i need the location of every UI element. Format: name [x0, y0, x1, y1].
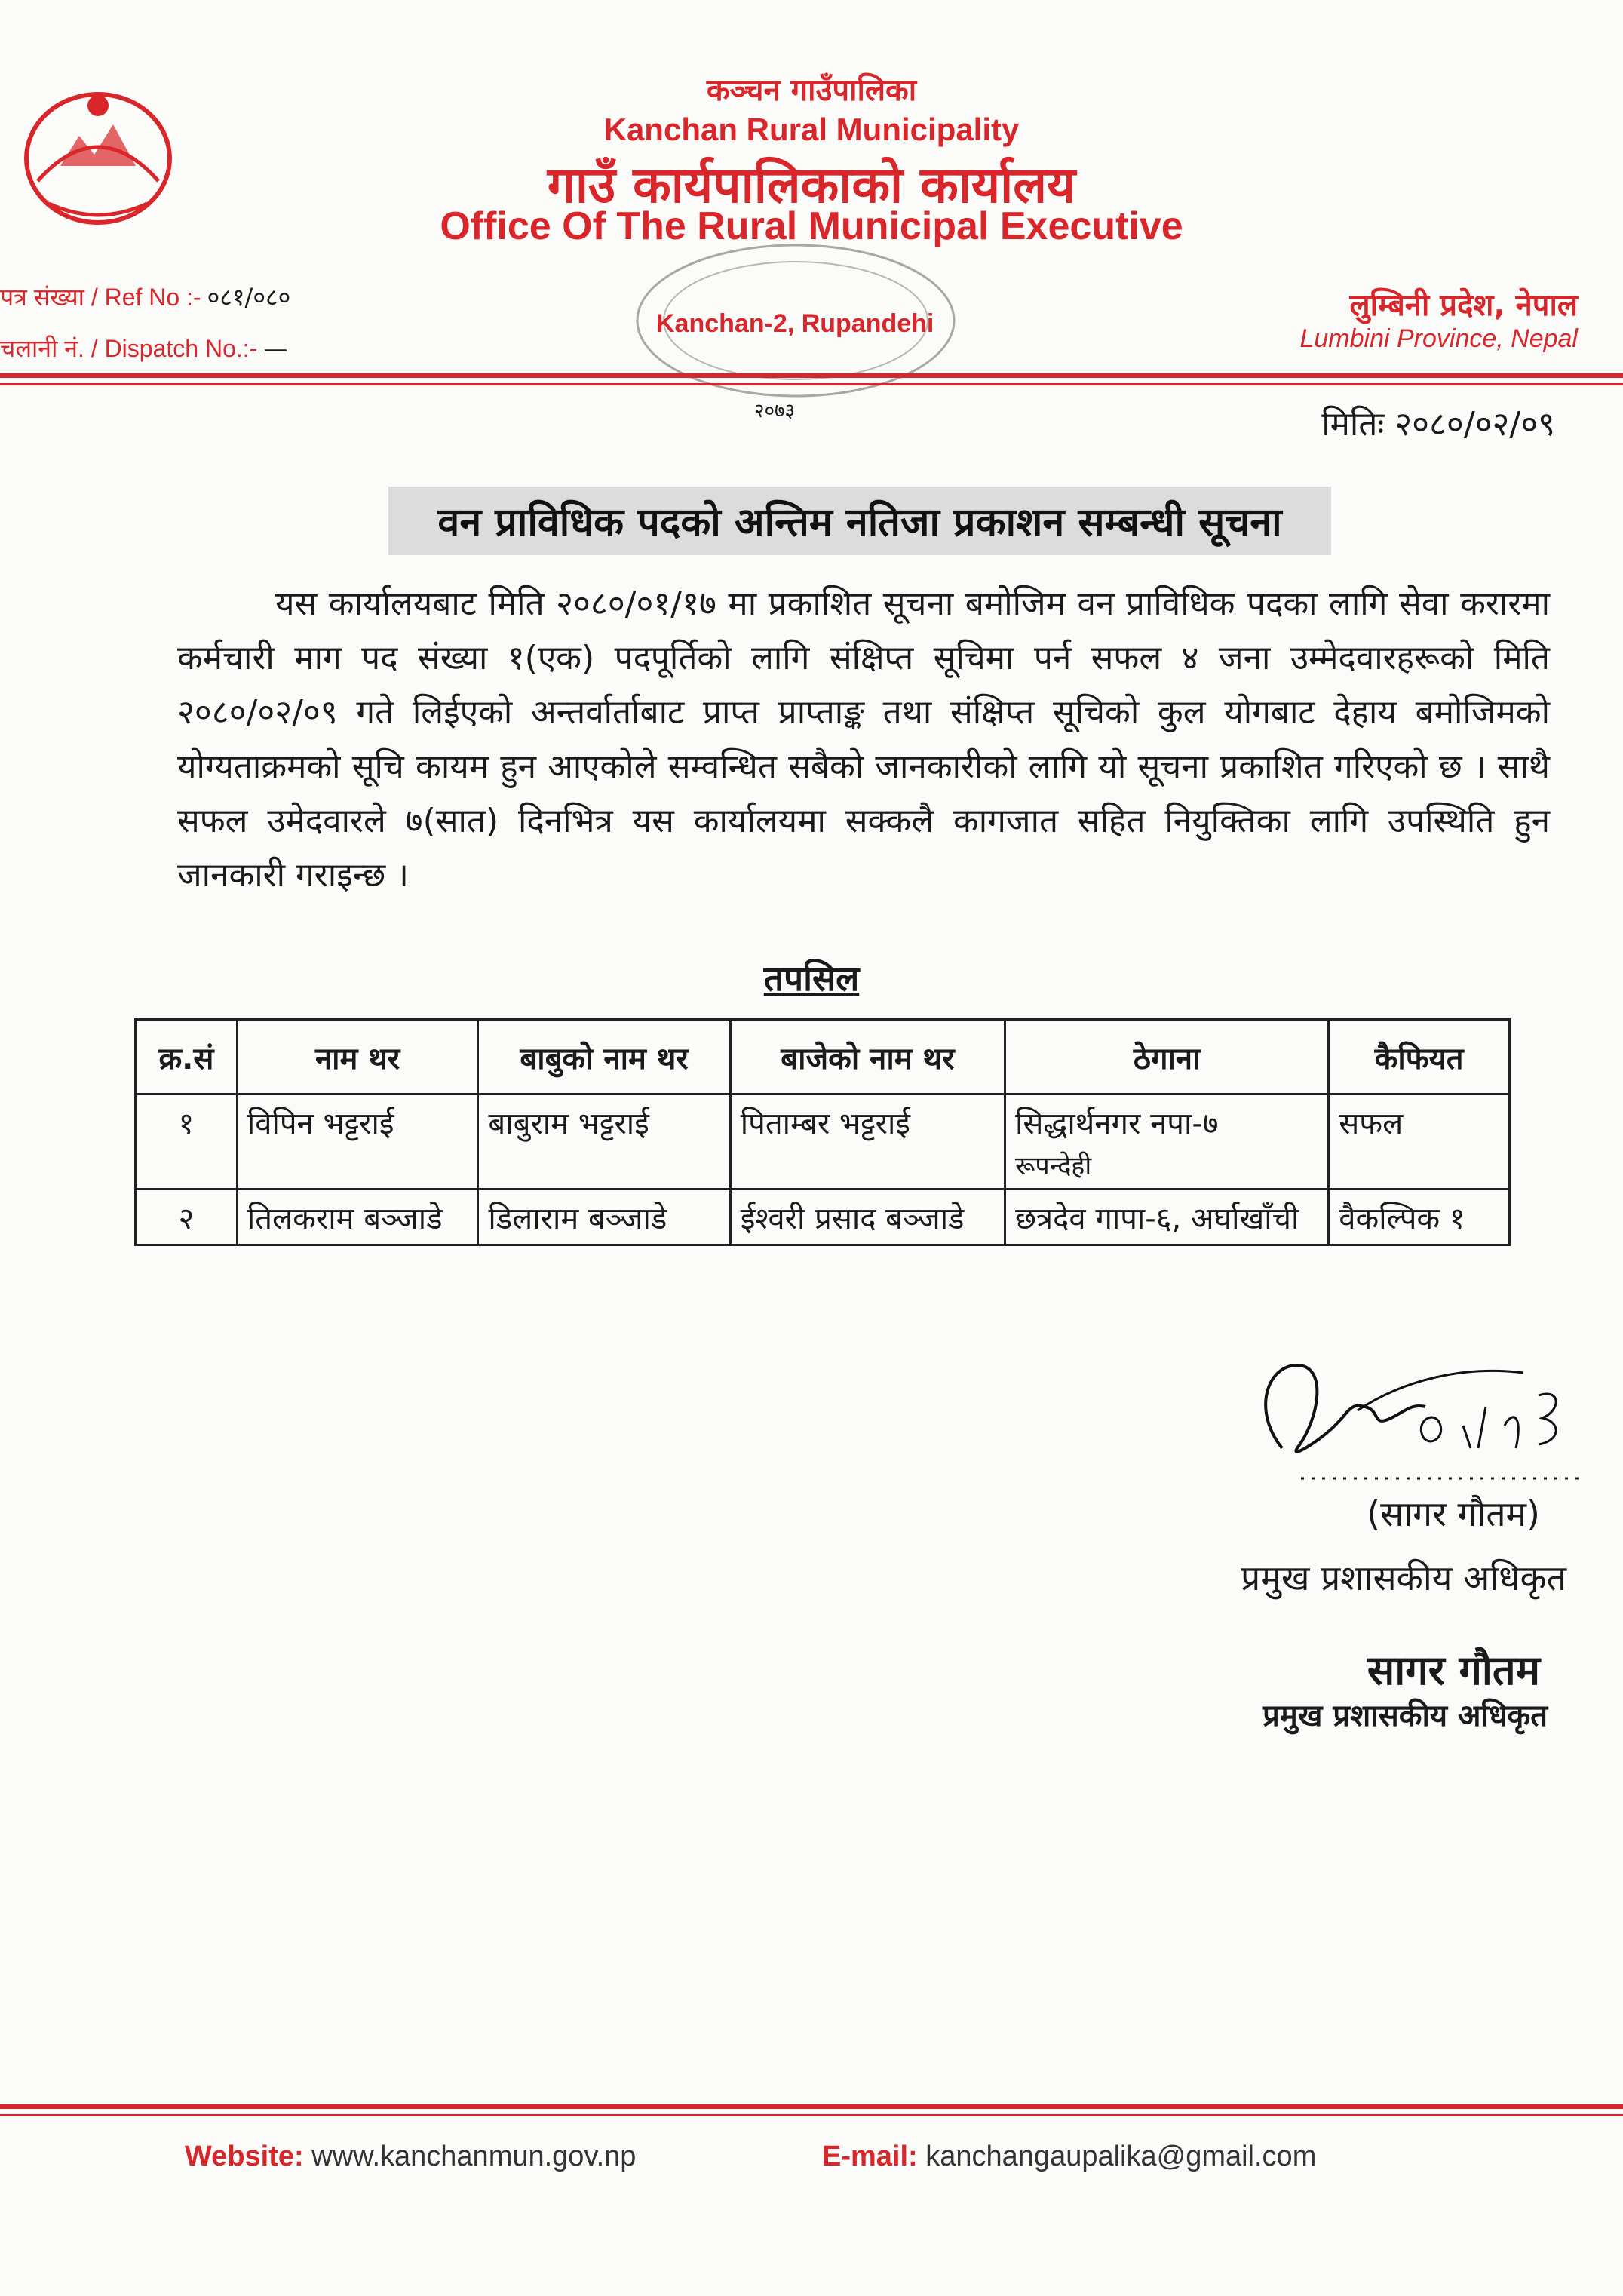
footer-divider-thin — [0, 2114, 1623, 2116]
notice-title: वन प्राविधिक पदको अन्तिम नतिजा प्रकाशन सम्बन्धी सूचना — [388, 487, 1331, 555]
ref-value: ०८१/०८० — [207, 283, 291, 312]
municipality-name-en: Kanchan Rural Municipality — [603, 112, 1020, 147]
municipality-name-np: कञ्चन गाउँपालिका — [706, 73, 917, 108]
schedule-heading: तपसिल — [763, 958, 860, 999]
province-en: Lumbini Province, Nepal — [1299, 324, 1578, 353]
col-header-remarks: कैफियत — [1329, 1020, 1510, 1094]
email-link[interactable]: kanchangaupalika@gmail.com — [925, 2141, 1317, 2172]
cell-address — [1005, 1094, 1329, 1189]
cell-father: डिलाराम बञ्जाडे — [478, 1189, 730, 1245]
table-row — [136, 1189, 1510, 1245]
cell-name: तिलकराम बञ्जाडे — [237, 1189, 478, 1245]
date-label: मितिः — [1321, 405, 1385, 444]
col-header-address: ठेगाना — [1005, 1020, 1329, 1094]
header-divider-thin — [0, 383, 1623, 385]
website-label: Website: — [185, 2141, 304, 2172]
signer-title: प्रमुख प्रशासकीय अधिकृत — [1241, 1558, 1566, 1598]
province-np: लुम्बिनी प्रदेश, नेपाल — [1349, 288, 1578, 323]
cell-father: बाबुराम भट्टराई — [478, 1094, 730, 1189]
issue-date — [1321, 400, 1555, 445]
office-name-en: Office Of The Rural Municipal Executive — [440, 204, 1183, 248]
col-header-name: नाम थर — [237, 1020, 478, 1094]
dispatch-number — [0, 332, 287, 364]
address-line: सिद्धार्थनगर नपा-७ — [1015, 1107, 1219, 1141]
office-name-np: गाउँ कार्यपालिकाको कार्यालय — [547, 156, 1076, 214]
table-header-row — [136, 1020, 1510, 1094]
stamp-title: प्रमुख प्रशासकीय अधिकृत — [1263, 1699, 1548, 1733]
notice-body: यस कार्यालयबाट मिति २०८०/०१/१७ मा प्रकाशित सूचना बमोजिम वन प्राविधिक पदका लागि सेवा करारमा कर्मचारी माग पद संख्या १(एक) पदपूर्तिको लागि संक्षिप्त सूचिमा पर्न सफल ४ जना उम्मेदवारहरूको मिति २०८०/०२/०९ गते लिईएको अन्तर्वार्ताबाट प्राप्त प्राप्ताङ्क तथा संक्षिप्त सूचिको कुल योगबाट देहाय बमोजिमको योग्यताक्रमको सूचि कायम हुन आएकोले सम्वन्धित सबैको जानकारीको लागि यो सूचना प्रकाशित गरिएको छ । साथै सफल उमेदवारले ७(सात) दिनभित्र यस कार्यालयमा सक्कलै कागजात सहित नियुक्तिका लागि उपस्थिति हुन जानकारी गराइन्छ । — [177, 585, 1550, 895]
ref-number — [0, 281, 290, 313]
signer-name: (सागर गौतम) — [1367, 1493, 1540, 1534]
footer-website — [185, 2141, 636, 2173]
established-year: २०७३ — [754, 400, 796, 422]
date-value: २०८०/०२/०९ — [1394, 405, 1555, 444]
address-district: रूपन्देही — [1015, 1151, 1092, 1181]
ref-label: पत्र संख्या / Ref No :- — [0, 284, 201, 311]
table-row — [136, 1094, 1510, 1189]
cell-grandfather: पिताम्बर भट्टराई — [730, 1094, 1005, 1189]
cell-remarks: वैकल्पिक १ — [1329, 1189, 1510, 1245]
stamp-name: सागर गौतम — [1367, 1647, 1540, 1694]
col-header-sn: क्र.सं — [136, 1020, 238, 1094]
cell-sn: २ — [136, 1189, 238, 1245]
dispatch-label: चलानी नं. / Dispatch No.:- — [0, 335, 258, 362]
col-header-grandfather: बाजेको नाम थर — [730, 1020, 1005, 1094]
dispatch-value: — — [263, 334, 288, 363]
office-location: Kanchan-2, Rupandehi — [656, 309, 934, 338]
cell-address: छत्रदेव गापा-६, अर्घाखाँची — [1005, 1189, 1329, 1245]
cell-sn: १ — [136, 1094, 238, 1189]
cell-grandfather: ईश्वरी प्रसाद बञ्जाडे — [730, 1189, 1005, 1245]
footer-email — [822, 2141, 1316, 2173]
header-divider — [0, 373, 1623, 378]
email-label: E-mail: — [822, 2141, 918, 2172]
cell-remarks: सफल — [1329, 1094, 1510, 1189]
col-header-father: बाबुको नाम थर — [478, 1020, 730, 1094]
website-link[interactable]: www.kanchanmun.gov.np — [311, 2141, 637, 2172]
handwritten-signature — [1237, 1335, 1591, 1509]
footer-divider — [0, 2104, 1623, 2109]
results-table — [134, 1018, 1511, 1246]
cell-name: विपिन भट्टराई — [237, 1094, 478, 1189]
